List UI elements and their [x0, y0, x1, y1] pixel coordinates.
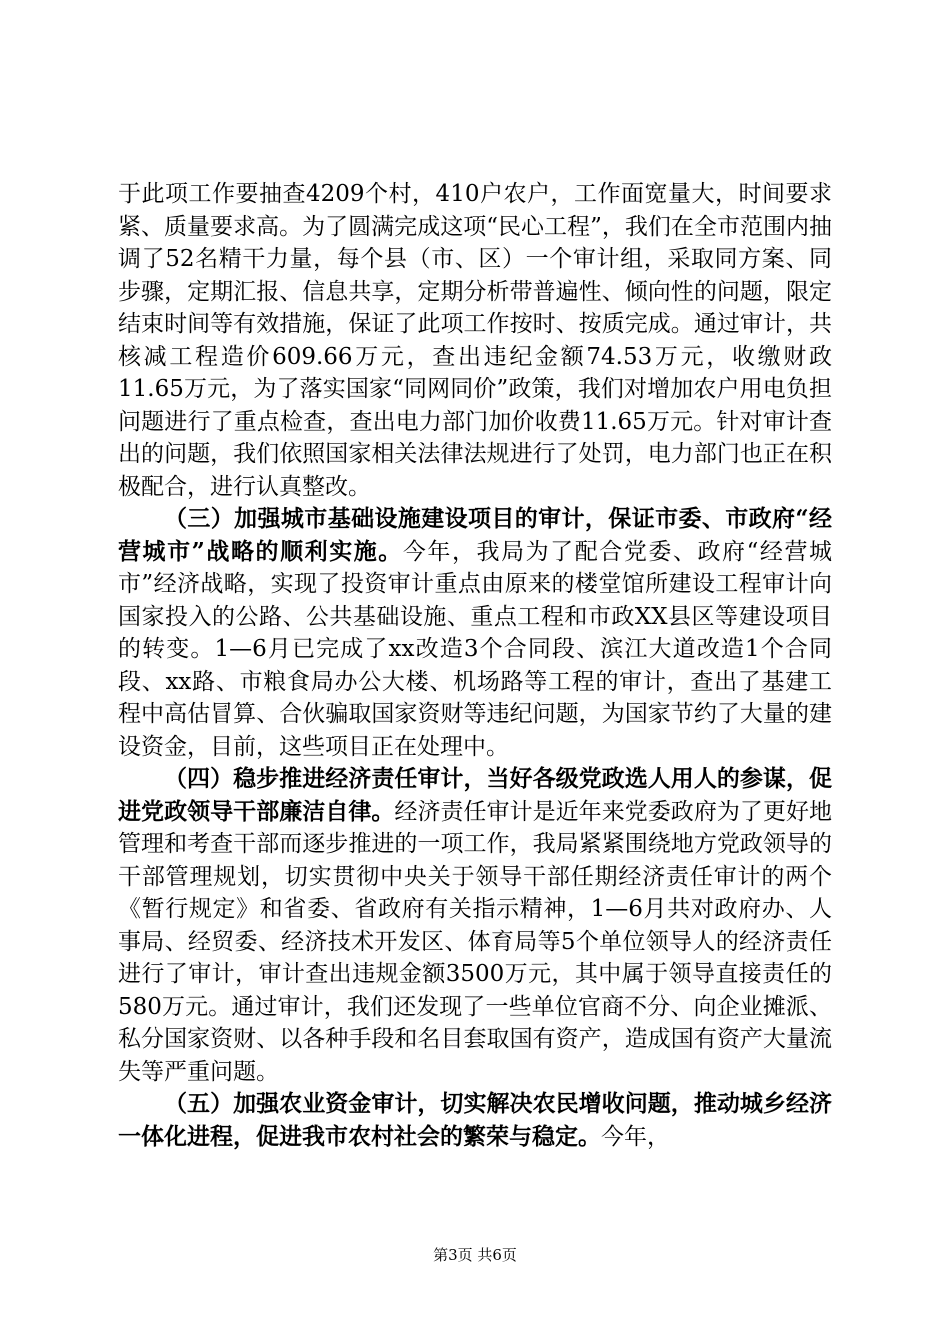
document-body — [118, 178, 832, 1153]
section-heading: （三）加强城市基础设施建设项目的审计，保证市委、市政府“经营城市”战略的顺利实施。 — [118, 505, 832, 565]
section-heading: （五）加强农业资金审计，切实解决农民增收问题，推动城乡经济一体化进程，促进我市农村社会的繁荣与稳定。 — [118, 1090, 832, 1150]
paragraph-section-4 — [118, 763, 832, 1088]
page-number: 第3页 共6页 — [433, 1246, 517, 1264]
paragraph-section-3 — [118, 503, 832, 763]
page-footer — [0, 1246, 950, 1264]
section-heading: （四）稳步推进经济责任审计，当好各级党政选人用人的参谋，促进党政领导干部廉洁自律。 — [118, 765, 832, 825]
paragraph-continuation — [118, 178, 832, 503]
paragraph-text: 今年， — [601, 1123, 670, 1150]
paragraph-text: 经济责任审计是近年来党委政府为了更好地管理和考查干部而逐步推进的一项工作，我局紧紧围绕地方党政领导的干部管理规划，切实贯彻中央关于领导干部任期经济责任审计的两个《暂行规定》和省委、省政府有关指示精神，1—6月共对政府办、人事局、经贸委、经济技术开发区、体育局等5个单位领导人的经济责任进行了审计，审计查出违规金额3500万元，其中属于领导直接责任的580万元。通过审计，我们还发现了一些单位官商不分、向企业摊派、私分国家资财、以各种手段和名目套取国有资产，造成国有资产大量流失等严重问题。 — [118, 798, 833, 1085]
paragraph-section-5 — [118, 1088, 832, 1153]
paragraph-text: 于此项工作要抽查4209个村，410户农户，工作面宽量大，时间要求紧、质量要求高。为了圆满完成这项“民心工程”，我们在全市范围内抽调了52名精干力量，每个县（市、区）一个审计组，采取同方案、同步骤，定期汇报、信息共享，定期分析带普遍性、倾向性的问题，限定结束时间等有效措施，保证了此项工作按时、按质完成。通过审计，共核减工程造价609.66万元，查出违纪金额74.53万元，收缴财政11.65万元，为了落实国家“同网同价”政策，我们对增加农户用电负担问题进行了重点检查，查出电力部门加价收费11.65万元。针对审计查出的问题，我们依照国家相关法律法规进行了处罚，电力部门也正在积极配合，进行认真整改。 — [118, 181, 832, 500]
paragraph-text: 今年，我局为了配合党委、政府“经营城市”经济战略，实现了投资审计重点由原来的楼堂馆所建设工程审计向国家投入的公路、公共基础设施、重点工程和市政XX县区等建设项目的转变。1—6月已完成了xx改造3个合同段、滨江大道改造1个合同段、xx路、市粮食局办公大楼、机场路等工程的审计，查出了基建工程中高估冒算、合伙骗取国家资财等违纪问题，为国家节约了大量的建设资金，目前，这些项目正在处理中。 — [118, 538, 832, 760]
